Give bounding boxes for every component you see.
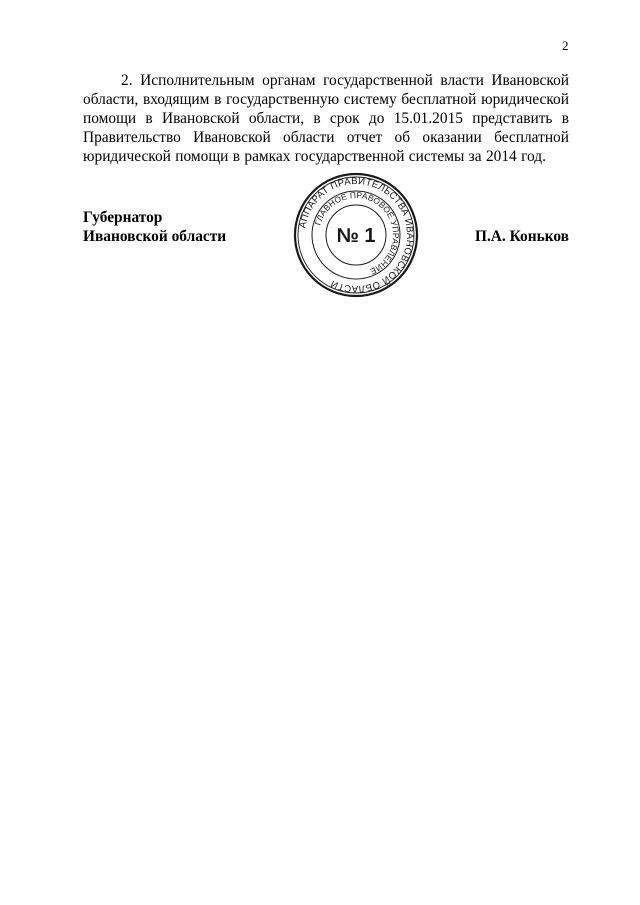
page-number: 2 — [562, 38, 569, 53]
seal-icon — [292, 171, 420, 299]
body-paragraph: 2. Исполнительным органам государственной власти Ивановской области, входящим в государственную систему бесплатной юридической помощи в Ивановской области, в срок до 15.01.2015 представить в Правительство Ивановской области отчет об оказании бесплатной юридической помощи в рамках государственной системы за 2014 год. — [83, 72, 569, 165]
seal-number: № 1 — [336, 225, 376, 247]
official-seal — [292, 171, 420, 299]
seal-outer-text: АППАРАТ ПРАВИТЕЛЬСТВА ИВАНОВСКОЙ ОБЛАСТИ — [297, 175, 416, 295]
signatory-title-line1: Губернатор — [83, 209, 163, 226]
signatory-title-line2: Ивановской области — [83, 228, 227, 245]
signatory-name: П.А. Коньков — [474, 228, 569, 245]
seal-inner-text: ГЛАВНОЕ ПРАВОВОЕ УПРАВЛЕНИЕ — [312, 189, 402, 277]
signatory-title — [83, 208, 226, 246]
